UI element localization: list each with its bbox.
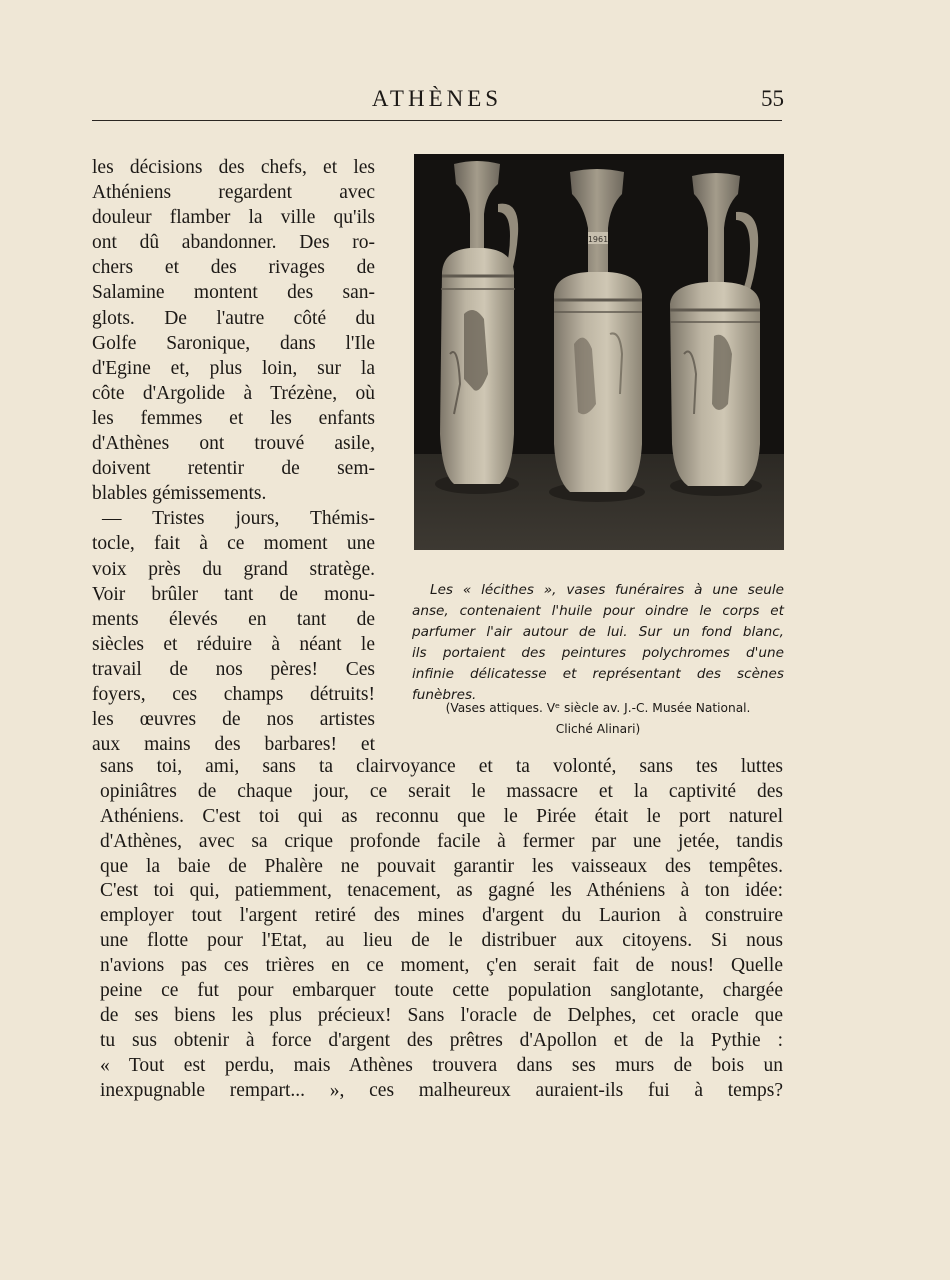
figure-caption: [412, 580, 784, 706]
credit-line: Cliché Alinari): [555, 722, 641, 736]
text-line: Golfe Saronique, dans l'Ile: [92, 332, 375, 354]
credit-line: (Vases attiques. Vᵉ siècle av. J.-C. Musée National.: [445, 701, 751, 715]
caption-line: ils portaient des peintures polychromes d'une: [412, 645, 784, 661]
text-line: aux mains des barbares! et: [92, 734, 375, 756]
text-line: côte d'Argolide à Trézène, où: [92, 382, 375, 404]
text-line: que la baie de Phalère ne pouvait garantir les vaisseaux des tempêtes.: [100, 855, 783, 877]
text-line: d'Athènes ont trouvé asile,: [92, 433, 375, 455]
text-line: une flotte pour l'Etat, au lieu de le distribuer aux citoyens. Si nous: [100, 930, 783, 952]
text-line: — Tristes jours, Thémis-: [102, 508, 375, 530]
caption-line: infinie délicatesse et représentant des scènes: [412, 666, 784, 682]
text-line: de ses biens les plus précieux! Sans l'oracle de Delphes, cet oracle que: [100, 1004, 783, 1026]
text-line: Athéniens regardent avec: [92, 182, 375, 204]
running-header: [92, 84, 782, 121]
vases-illustration: [414, 154, 784, 550]
text-line: glots. De l'autre côté du: [92, 307, 375, 329]
text-line: douleur flamber la ville qu'ils: [92, 207, 375, 229]
text-line: inexpugnable rempart... », ces malheureux auraient-ils fui à temps?: [100, 1079, 783, 1101]
text-line: « Tout est perdu, mais Athènes trouvera dans ses murs de bois un: [100, 1054, 783, 1076]
text-line: chers et des rivages de: [92, 257, 375, 279]
text-line: sans toi, ami, sans ta clairvoyance et ta volonté, sans tes luttes: [100, 756, 783, 777]
text-line: peine ce fut pour embarquer toute cette population sanglotante, chargée: [100, 980, 783, 1002]
text-line: voix près du grand stratège.: [92, 558, 375, 580]
text-line: tocle, fait à ce moment une: [92, 533, 375, 555]
text-line: Voir brûler tant de monu-: [92, 583, 375, 605]
vase-label: 1961: [587, 235, 609, 244]
text-line: Athéniens. C'est toi qui as reconnu que le Pirée était le port naturel: [100, 805, 783, 827]
text-line: les décisions des chefs, et les: [92, 157, 375, 178]
figure-credit: [412, 698, 784, 740]
caption-line: funèbres.: [412, 687, 477, 703]
text-line: blables gémissements.: [92, 483, 267, 505]
vases-photograph: [414, 154, 784, 550]
column-text: [92, 155, 375, 757]
caption-line: Les « lécithes », vases funéraires à une seule: [430, 582, 784, 598]
body-text: [100, 755, 783, 1103]
text-line: C'est toi qui, patiemment, tenacement, as gagné les Athéniens à ton idée:: [100, 880, 783, 902]
text-line: n'avions pas ces trières en ce moment, ç'en serait fait de nous! Quelle: [100, 955, 783, 977]
running-title: ATHÈNES: [371, 86, 503, 111]
text-line: travail de nos pères! Ces: [92, 658, 375, 680]
text-line: opiniâtres de chaque jour, ce serait le massacre et la captivité des: [100, 780, 783, 802]
caption-line: parfumer l'air autour de lui. Sur un fond blanc,: [412, 624, 784, 640]
text-line: tu sus obtenir à force d'argent des prêtres d'Apollon et de la Pythie :: [100, 1029, 783, 1051]
text-line: les femmes et les enfants: [92, 407, 375, 429]
page-number: 55: [761, 86, 784, 111]
text-line: Salamine montent des san-: [92, 282, 375, 304]
text-line: siècles et réduire à néant le: [92, 633, 375, 655]
text-line: les œuvres de nos artistes: [92, 709, 375, 731]
caption-line: anse, contenaient l'huile pour oindre le corps et: [412, 603, 784, 619]
text-line: employer tout l'argent retiré des mines d'argent du Laurion à construire: [100, 905, 783, 927]
text-line: doivent retentir de sem-: [92, 458, 375, 480]
text-line: ments élevés en tant de: [92, 608, 375, 630]
text-line: d'Athènes, avec sa crique profonde facile à fermer par une jetée, tandis: [100, 830, 783, 852]
text-line: d'Egine et, plus loin, sur la: [92, 357, 375, 379]
text-line: foyers, ces champs détruits!: [92, 683, 375, 705]
text-line: ont dû abandonner. Des ro-: [92, 232, 375, 254]
